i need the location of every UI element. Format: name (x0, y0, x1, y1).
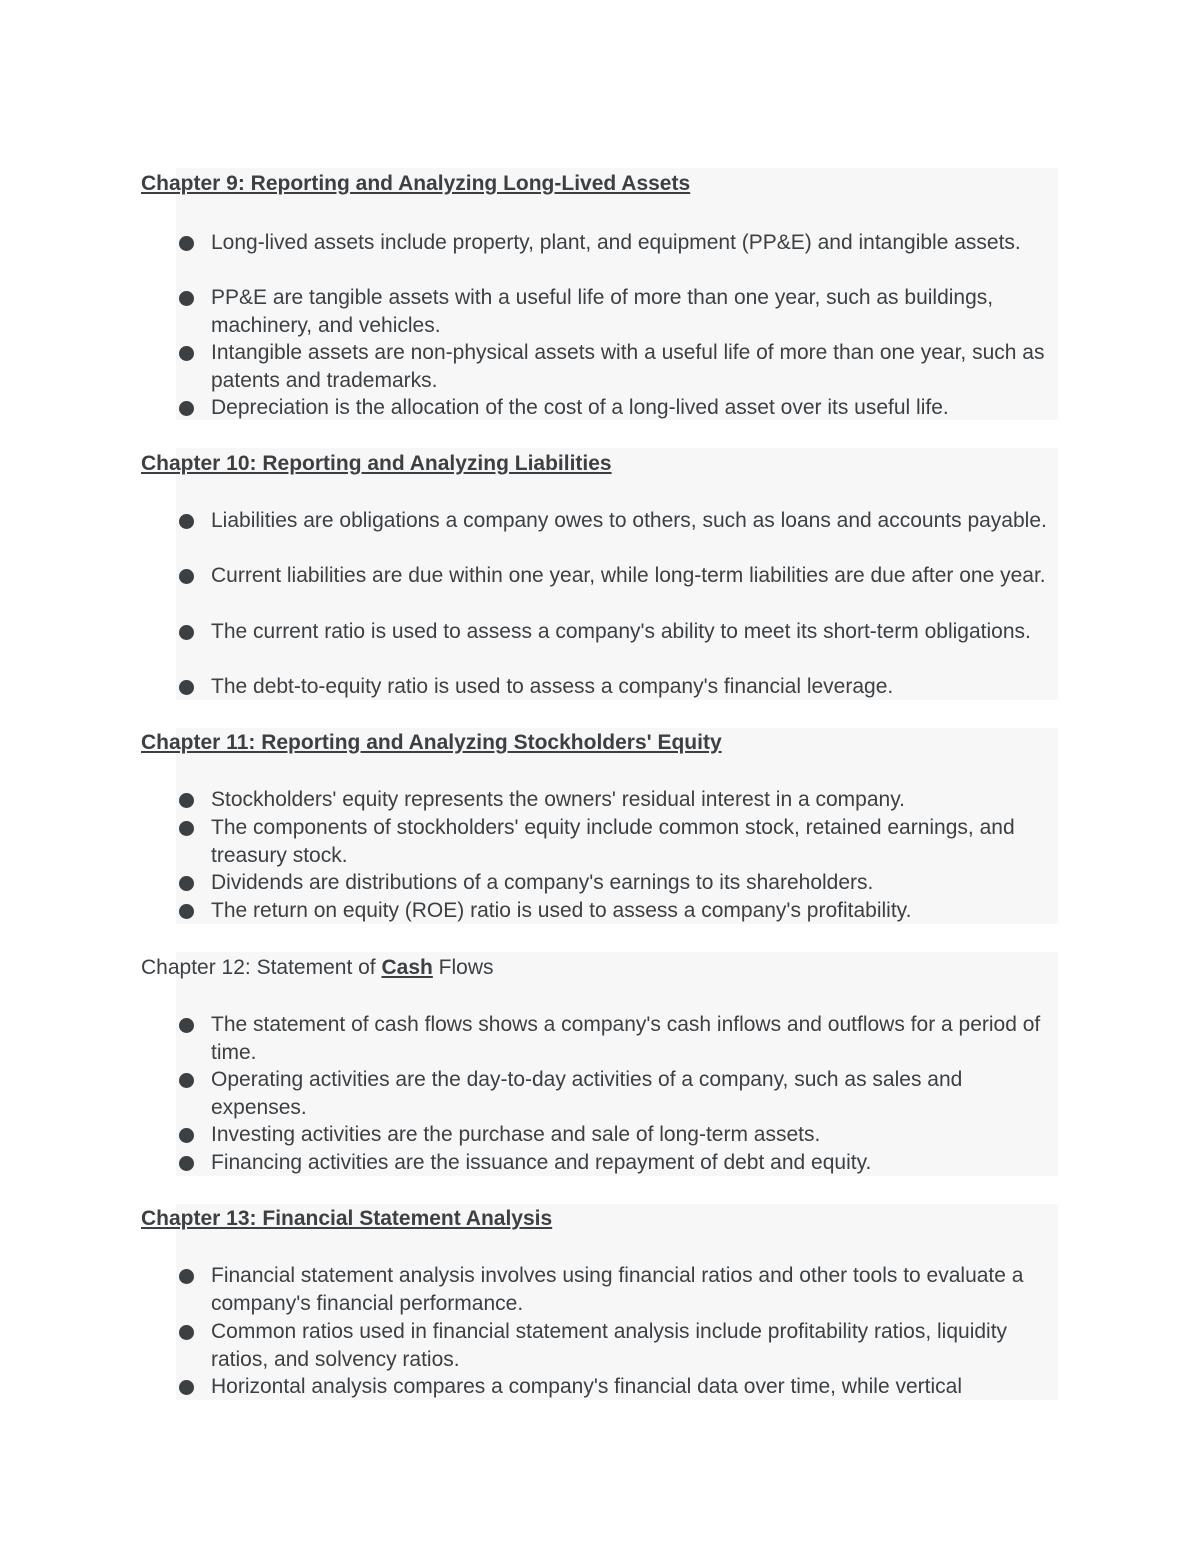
bullet-icon (179, 401, 194, 416)
chapter-10-item-2: Current liabilities are due within one year, while long-term liabilities are due after one year. (211, 564, 1046, 587)
bullet-icon (179, 1156, 194, 1171)
chapter-11-item-2: The components of stockholders' equity include common stock, retained earnings, and treasury stock. (211, 816, 1015, 867)
bullet-icon (179, 625, 194, 640)
chapter-10-item-1: Liabilities are obligations a company owes to others, such as loans and accounts payable. (211, 509, 1047, 532)
chapter-9-item-1: Long-lived assets include property, plant, and equipment (PP&E) and intangible assets. (211, 231, 1021, 254)
bullet-icon (179, 793, 194, 808)
chapter-10-heading: Chapter 10: Reporting and Analyzing Liabilities (141, 452, 612, 475)
bullet-icon (179, 1325, 194, 1340)
bullet-icon (179, 1018, 194, 1033)
chapter-13-item-1: Financial statement analysis involves using financial ratios and other tools to evaluate a company's financial performance. (211, 1264, 1024, 1315)
chapter-11-item-1: Stockholders' equity represents the owners' residual interest in a company. (211, 788, 905, 811)
bullet-icon (179, 904, 194, 919)
bullet-icon (179, 569, 194, 584)
bullet-icon (179, 876, 194, 891)
bullet-icon (179, 291, 194, 306)
chapter-11-item-4: The return on equity (ROE) ratio is used to assess a company's profitability. (211, 899, 912, 922)
bullet-icon (179, 1380, 194, 1395)
chapter-12-item-4: Financing activities are the issuance and repayment of debt and equity. (211, 1151, 872, 1174)
chapter-11-heading: Chapter 11: Reporting and Analyzing Stockholders' Equity (141, 731, 722, 754)
chapter-12-heading (141, 954, 494, 982)
chapter-10-item-3: The current ratio is used to assess a company's ability to meet its short-term obligations. (211, 620, 1031, 643)
chapter-9-item-2: PP&E are tangible assets with a useful life of more than one year, such as buildings, machinery, and vehicles. (211, 286, 994, 337)
bullet-icon (179, 236, 194, 251)
chapter-9-item-4: Depreciation is the allocation of the cost of a long-lived asset over its useful life. (211, 396, 949, 419)
chapter-12-heading-cash: Cash (381, 956, 433, 979)
bullet-icon (179, 514, 194, 529)
chapter-12-item-1: The statement of cash flows shows a company's cash inflows and outflows for a period of time. (211, 1013, 1041, 1064)
chapter-12-heading-prefix: Chapter 12: Statement of (141, 956, 382, 979)
bullet-icon (179, 1128, 194, 1143)
chapter-13-item-2: Common ratios used in financial statement analysis include profitability ratios, liquidity ratios, and solvency ratios. (211, 1320, 1008, 1371)
chapter-12-item-2: Operating activities are the day-to-day activities of a company, such as sales and expenses. (211, 1068, 963, 1119)
bullet-icon (179, 821, 194, 836)
chapter-12-item-3: Investing activities are the purchase and sale of long-term assets. (211, 1123, 821, 1146)
bullet-icon (179, 1269, 194, 1284)
chapter-13-item-3: Horizontal analysis compares a company's financial data over time, while vertical (211, 1375, 963, 1398)
chapter-12-heading-suffix: Flows (432, 956, 494, 979)
bullet-icon (179, 346, 194, 361)
chapter-9-item-3: Intangible assets are non-physical assets with a useful life of more than one year, such as patents and trademarks. (211, 341, 1045, 392)
chapter-9-heading: Chapter 9: Reporting and Analyzing Long-Lived Assets (141, 172, 691, 195)
chapter-10-item-4: The debt-to-equity ratio is used to assess a company's financial leverage. (211, 675, 894, 698)
bullet-icon (179, 1073, 194, 1088)
chapter-11-item-3: Dividends are distributions of a company's earnings to its shareholders. (211, 871, 874, 894)
bullet-icon (179, 680, 194, 695)
chapter-13-heading: Chapter 13: Financial Statement Analysis (141, 1207, 553, 1230)
